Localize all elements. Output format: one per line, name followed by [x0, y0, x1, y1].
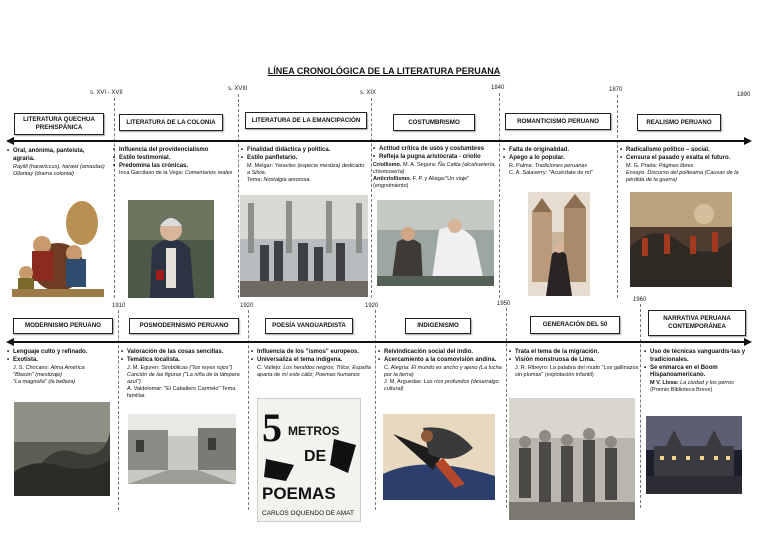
divider — [114, 98, 115, 298]
period-label: s. XIX — [360, 90, 377, 96]
era-box-quechua: LITERATURA QUECHUA PREHISPÁNICA — [14, 113, 104, 135]
era-description — [503, 147, 615, 177]
work-text: Simbólicas ("los reyes rojos") Canción de las figuras ("La niña de la lámpara azul") — [127, 364, 240, 385]
author-text: M. A. Segura: — [402, 161, 437, 168]
era-box-realismo: REALISMO PERUANO — [637, 114, 721, 131]
author-text: R. Palma: — [509, 162, 534, 169]
era-description — [241, 147, 366, 184]
era-box-contemporanea: NARRATIVA PERUANA CONTEMPORÁNEA — [648, 310, 746, 336]
poster-number: 5 — [262, 405, 282, 450]
author-text: C. A. Salaverry: "Acuérdate de mí" — [509, 169, 593, 176]
arrow-left-icon — [6, 338, 14, 346]
work-text: Nostalgia amorosa. — [263, 176, 311, 183]
work-text: Páginas libres — [658, 162, 694, 169]
period-label: s. XVIII — [228, 86, 248, 92]
author-text: J. M. Arguedas: — [384, 378, 423, 385]
author-text: J. S. Chocano: — [13, 364, 50, 371]
subtitle-text: Criollismo. — [373, 161, 402, 168]
period-label: 1920 — [240, 303, 254, 309]
author-text: J. M. Eguren: — [127, 364, 160, 371]
illustration-posmodernismo — [128, 414, 236, 484]
era-box-indigenismo: INDIGENISMO — [405, 318, 471, 334]
work-text: Rayilli (haraviccus), harawi (amautas) — [13, 163, 105, 170]
era-description — [113, 147, 233, 178]
era-box-generacion50: GENERACIÓN DEL 50 — [530, 316, 620, 334]
work-text: "La magnolia" (la belleza) — [13, 378, 76, 385]
era-description — [251, 349, 375, 379]
work-text: Ollantay (drama colonial) — [13, 170, 75, 177]
illustration-generacion50 — [509, 398, 635, 520]
feature-text: • Refleja la pugna aristócrata - criollo — [373, 154, 497, 162]
era-description — [620, 147, 746, 184]
author-text: M V. Llosa: — [650, 380, 679, 387]
era-description — [509, 349, 639, 379]
feature-text: • Acercamiento a la cosmovisión andina. — [378, 357, 502, 365]
author-text: C. Vallejo: — [257, 364, 282, 371]
arrow-right-icon — [744, 137, 752, 145]
award-text: (Premio Biblioteca Breve) — [650, 387, 713, 394]
feature-text: • Trata el tema de la migración. — [509, 349, 639, 357]
period-label: 1910 — [112, 303, 126, 309]
feature-text: • Temática localista. — [121, 357, 245, 365]
poster-word: POEMAS — [262, 484, 336, 503]
poster-word: DE — [304, 448, 327, 465]
era-box-costumbrismo: COSTUMBRISMO — [393, 114, 475, 131]
subtitle-text: Anticriollismo. — [373, 175, 412, 182]
illustration-realismo — [630, 192, 732, 287]
author-text: M. Melgar: — [247, 162, 273, 169]
illustration-modernismo — [14, 402, 110, 496]
work-text: "Blasón" (mestizaje) — [13, 371, 63, 378]
feature-text: • Reivindicación social del indio. — [378, 349, 502, 357]
page-title: LÍNEA CRONOLÓGICA DE LA LITERATURA PERUANA — [267, 66, 501, 76]
period-label: 1840 — [491, 85, 505, 91]
work-text: Tradiciones peruanas — [534, 162, 588, 169]
illustration-emancipacion — [240, 195, 368, 297]
era-box-posmodernismo: POSMODERNISMO PERUANO — [129, 318, 239, 334]
feature-text: • Uso de técnicas vanguardis-tas y tradicionales. — [644, 349, 748, 365]
feature-text: • Predomina las crónicas. — [113, 163, 233, 171]
illustration-contemporanea — [646, 416, 742, 494]
work-text: Alma América — [50, 364, 85, 371]
work-text: Los ríos profundos (desarraigo cultural) — [384, 378, 499, 393]
author-text: A. Valdelomar: "El Caballero Carmelo" Tema familiar. — [127, 386, 236, 400]
era-description — [7, 349, 119, 386]
period-label: s. XVI - XVII — [90, 90, 123, 96]
feature-text: • Influencia del providencialismo — [113, 147, 233, 155]
work-text: Los heraldos negros; Trilce; España aparta de mí este cáliz; Poemas humanos — [257, 364, 371, 378]
poster-word: METROS — [288, 424, 340, 438]
divider — [617, 95, 618, 298]
author-text: M. G. Prada: — [626, 162, 658, 169]
feature-text: • Censura el pasado y exalta el futuro. — [620, 155, 746, 163]
divider — [238, 94, 239, 298]
era-description — [644, 349, 748, 394]
timeline-axis-bottom — [12, 341, 746, 343]
author-text: Inca Garcilaso de la Vega: — [119, 170, 184, 177]
illustration-romanticismo — [528, 192, 590, 296]
period-label: 1960 — [633, 297, 647, 303]
feature-text: • Estilo panfletario. — [241, 155, 366, 163]
era-box-colonia: LITERATURA DE LA COLONIA — [119, 114, 223, 131]
era-description — [7, 148, 107, 178]
feature-text: • Apego a lo popular. — [503, 155, 615, 163]
feature-text: • Finalidad didáctica y política. — [241, 147, 366, 155]
author-text: C. Alegría: — [384, 364, 410, 371]
era-box-vanguardia: POESÍA VANGUARDISTA — [265, 318, 353, 334]
era-description — [378, 349, 502, 393]
illustration-colonia — [128, 200, 214, 298]
divider — [371, 98, 372, 298]
work-text: Yaravíes (especie mestiza) dedicado a Silvia. — [247, 162, 365, 176]
feature-text: • Estilo testimonial. — [113, 155, 233, 163]
work-text: El mundo es ancho y ajeno (La lucha por la tierra) — [384, 364, 502, 378]
era-box-emancipacion: LITERATURA DE LA EMANCIPACIÓN — [245, 112, 367, 129]
feature-text: • Oral, anónima, panteísta, agraria. — [7, 148, 107, 164]
divider — [499, 93, 500, 298]
period-label: 1920 — [365, 303, 379, 309]
divider — [118, 310, 119, 510]
poster-5-metros-de-poemas — [257, 398, 361, 522]
era-description — [121, 349, 245, 400]
poster-author: CARLOS OQUENDO DE AMAT — [262, 510, 354, 517]
work-text: Ensayo. Discurso del politeama (Causas de la pérdida de la guerra) — [626, 169, 739, 183]
feature-text: • Actitud crítica de usos y costumbres — [373, 146, 497, 154]
feature-text: • Lenguaje culto y refinado. — [7, 349, 119, 357]
era-description — [373, 146, 497, 190]
divider — [506, 308, 507, 508]
feature-text: • Valoración de las cosas sencillas. — [121, 349, 245, 357]
arrow-left-icon — [6, 137, 14, 145]
author-text: F. P. y Aliaga:"Un viaje" (engreimiento) — [373, 175, 470, 190]
work-text: La ciudad y los perros — [680, 380, 734, 387]
divider — [375, 310, 376, 510]
period-label: 1890 — [737, 92, 751, 98]
era-box-modernismo: MODERNISMO PERUANO — [13, 318, 113, 334]
feature-text: • Radicalismo político – social. — [620, 147, 746, 155]
divider — [640, 304, 641, 508]
work-text: Comentarios reales — [184, 170, 233, 177]
feature-text: • Influencia de los "ismos" europeos. — [251, 349, 375, 357]
timeline-axis-top — [12, 140, 746, 142]
divider — [248, 310, 249, 510]
author-text: J. R. Ribeyro: La palabra del mudo "Los gallinazos sin plumas" (explotación infantil) — [515, 364, 639, 378]
author-text: Tema: — [247, 176, 262, 183]
period-label: 1870 — [609, 87, 623, 93]
era-box-romanticismo: ROMANTICISMO PERUANO — [505, 113, 611, 130]
period-label: 1950 — [497, 301, 511, 307]
arrow-right-icon — [744, 338, 752, 346]
feature-text: • Universaliza el tema indígena. — [251, 357, 375, 365]
feature-text: • Visión monstruosa de Lima. — [509, 357, 639, 365]
feature-text: • Falta de originalidad. — [503, 147, 615, 155]
work-text: Ña Catita (alcahuetería, chismosería) — [373, 161, 496, 175]
illustration-costumbrismo — [377, 200, 494, 286]
illustration-quechua — [12, 193, 104, 297]
illustration-indigenismo — [383, 414, 495, 500]
feature-text: • Se enmarca en el Boom Hispanoamericano. — [644, 365, 748, 381]
feature-text: • Exotista. — [7, 357, 119, 365]
